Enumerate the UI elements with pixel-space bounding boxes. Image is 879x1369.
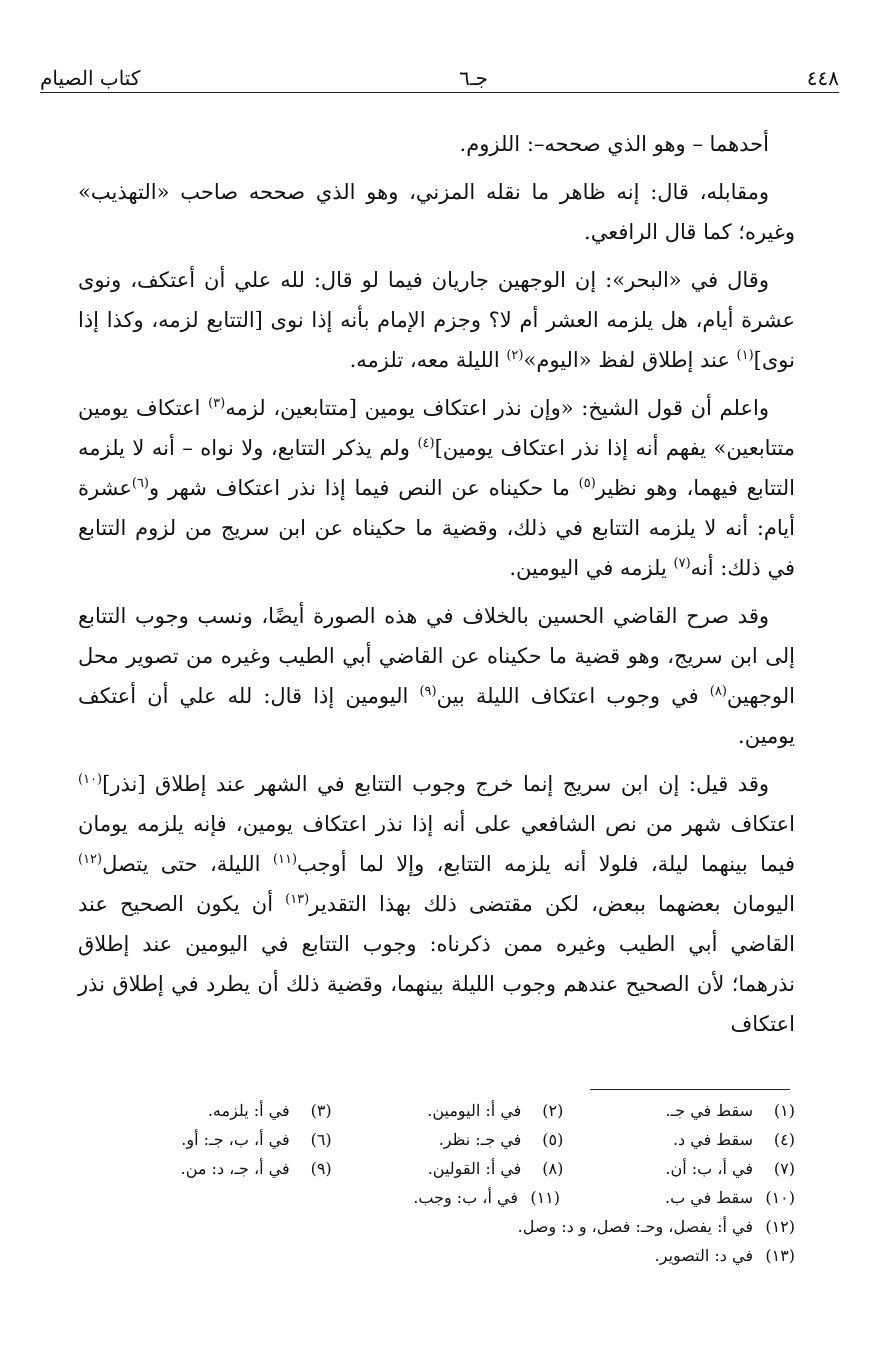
header-rule bbox=[40, 92, 839, 93]
footnote-marker: (١٢) bbox=[78, 852, 103, 867]
text-segment: وقال في «البحر»: إن الوجهين جاريان فيما لو قال: لله علي أن أعتكف، ونوى عشرة أيام، هل يلزمه العشر أم لا؟ وجزم الإمام بأنه إذا نوى [التتابع لزمه، وكذا إذا نوى] bbox=[78, 268, 795, 372]
footnotes bbox=[100, 1096, 795, 1270]
footnote-item bbox=[332, 1096, 564, 1125]
volume-label: جـ٦ bbox=[459, 66, 489, 90]
footnote-marker: (٩) bbox=[419, 684, 437, 699]
text-segment: واعلم أن قول الشيخ: «وإن نذر اعتكاف يومين [متتابعين، لزمه bbox=[225, 396, 769, 420]
paragraph bbox=[78, 764, 795, 1044]
footnote-item bbox=[100, 1212, 795, 1241]
footnote-marker: (٧) bbox=[673, 556, 691, 571]
footnote-item bbox=[100, 1154, 332, 1183]
footnote-number: (٥) bbox=[542, 1130, 564, 1149]
footnote-number: (٧) bbox=[773, 1159, 795, 1178]
footnote-marker: (٢) bbox=[506, 348, 524, 363]
footnote-item bbox=[100, 1241, 795, 1270]
text-segment: وقد صرح القاضي الحسين بالخلاف في هذه الصورة أيضًا، ونسب وجوب التتابع إلى ابن سريج، وهو قضية ما حكيناه عن القاضي أبي الطيب وغيره من تصوير محل الوجهين bbox=[78, 604, 795, 708]
footnote-separator bbox=[590, 1089, 790, 1090]
footnote-text: في أ، جـ، د: من. bbox=[180, 1159, 290, 1178]
text-segment: عند إطلاق لفظ «اليوم» bbox=[523, 348, 737, 372]
running-header bbox=[40, 52, 839, 92]
footnote-text: في أ: يفصل، وحـ: فصل، و د: وصل. bbox=[517, 1217, 753, 1236]
paragraph bbox=[78, 388, 795, 588]
footnote-marker: (٦) bbox=[131, 476, 149, 491]
text-segment: الليلة، حتى يتصل bbox=[102, 852, 273, 876]
footnote-number: (١) bbox=[773, 1101, 795, 1120]
text-segment: اليومان بعضهما ببعض، لكن مقتضى ذلك بهذا التقدير bbox=[309, 892, 795, 916]
footnote-number: (٦) bbox=[310, 1130, 332, 1149]
text-segment: يلزمه في اليومين. bbox=[509, 556, 674, 580]
footnote-marker: (٥) bbox=[578, 476, 596, 491]
footnote-text: في جـ: نظر. bbox=[438, 1130, 522, 1149]
footnote-text: في د: التصوير. bbox=[654, 1246, 753, 1265]
footnote-number: (١٠) bbox=[765, 1188, 795, 1207]
footnote-number: (٩) bbox=[310, 1159, 332, 1178]
paragraph bbox=[78, 124, 795, 164]
text-segment: ما حكيناه عن النص فيما إذا نذر اعتكاف شهر و bbox=[149, 476, 579, 500]
footnote-marker: (٤) bbox=[417, 436, 435, 451]
text-segment: اعتكاف يومين متتابعين» يفهم أنه إذا نذر اعتكاف يومين] bbox=[78, 396, 795, 460]
footnote-text: في أ: يلزمه. bbox=[207, 1101, 290, 1120]
text-segment: ومقابله، قال: إنه ظاهر ما نقله المزني، وهو الذي صححه صاحب «التهذيب» وغيره؛ كما قال الرافعي. bbox=[78, 180, 795, 244]
footnote-number: (٢) bbox=[542, 1101, 564, 1120]
paragraph bbox=[78, 172, 795, 252]
footnote-row bbox=[100, 1183, 795, 1212]
footnote-text: سقط في ب. bbox=[665, 1188, 753, 1207]
footnote-number: (٨) bbox=[542, 1159, 564, 1178]
paragraph bbox=[78, 260, 795, 380]
text-segment: في وجوب اعتكاف الليلة بين bbox=[436, 684, 710, 708]
footnote-item bbox=[563, 1125, 795, 1154]
text-segment: أحدهما – وهو الذي صححه–: اللزوم. bbox=[459, 132, 769, 156]
footnote-text: سقط في د. bbox=[672, 1130, 753, 1149]
text-segment: اليومين إذا قال: لله علي أن أعتكف يومين. bbox=[78, 684, 795, 748]
footnote-item bbox=[563, 1154, 795, 1183]
footnote-text: في أ: القولين. bbox=[427, 1159, 522, 1178]
footnote-number: (٣) bbox=[310, 1101, 332, 1120]
text-segment: اعتكاف شهر من نص الشافعي على أنه إذا نذر اعتكاف يومين، فإنه يلزمه يومان فيما بينهما ليلة، فلولا أنه يلزمه التتابع، وإلا لما أوجب bbox=[78, 812, 796, 876]
footnote-marker: (١) bbox=[736, 348, 754, 363]
footnote-number: (١١) bbox=[530, 1188, 560, 1207]
page-number: ٤٤٨ bbox=[806, 66, 839, 90]
footnote-item bbox=[332, 1125, 564, 1154]
text-segment: وقد قيل: إن ابن سريج إنما خرج وجوب التتابع في الشهر عند إطلاق [نذر] bbox=[102, 772, 769, 796]
footnote-text: في أ: اليومين. bbox=[427, 1101, 522, 1120]
footnote-marker: (١٠) bbox=[78, 772, 103, 787]
body-text bbox=[78, 124, 795, 1052]
footnote-row bbox=[100, 1154, 795, 1183]
footnote-row bbox=[100, 1096, 795, 1125]
text-segment: الليلة معه، تلزمه. bbox=[349, 348, 507, 372]
footnote-item bbox=[560, 1183, 795, 1212]
text-segment: أن يكون الصحيح عند القاضي أبي الطيب وغيره ممن ذكرناه: وجوب التتابع في اليومين عند إطلاق نذرهما؛ لأن الصحيح عندهم وجوب الليلة بينهما، وقضية ذلك أن يطرد في إطلاق نذر اعتكاف bbox=[78, 892, 795, 1036]
footnote-text: سقط في جـ. bbox=[665, 1101, 753, 1120]
footnote-item bbox=[100, 1125, 332, 1154]
footnote-number: (١٢) bbox=[765, 1217, 795, 1236]
footnote-item bbox=[325, 1183, 560, 1212]
footnote-marker: (٣) bbox=[208, 396, 226, 411]
footnote-text: في أ، ب: أن. bbox=[665, 1159, 753, 1178]
footnote-number: (٤) bbox=[773, 1130, 795, 1149]
footnote-item bbox=[100, 1096, 332, 1125]
text-segment: ولم يذكر التتابع، ولا نواه – أنه لا يلزمه التتابع فيهما، وهو نظير bbox=[78, 436, 795, 500]
footnote-marker: (٨) bbox=[709, 684, 727, 699]
footnote-number: (١٣) bbox=[765, 1246, 795, 1265]
text-segment: عشرة أيام: أنه لا يلزمه التتابع في ذلك، وقضية ما حكيناه عن ابن سريج من لزوم التتابع في ذلك: أنه bbox=[78, 476, 795, 580]
footnote-item bbox=[332, 1154, 564, 1183]
book-title: كتاب الصيام bbox=[40, 66, 141, 90]
footnote-marker: (١٣) bbox=[285, 892, 310, 907]
footnote-item bbox=[563, 1096, 795, 1125]
footnote-text: في أ، ب، جـ: أو. bbox=[181, 1130, 290, 1149]
footnote-row bbox=[100, 1125, 795, 1154]
paragraph bbox=[78, 596, 795, 756]
footnote-marker: (١١) bbox=[272, 852, 298, 867]
footnote-text: في أ، ب: وجب. bbox=[413, 1188, 518, 1207]
